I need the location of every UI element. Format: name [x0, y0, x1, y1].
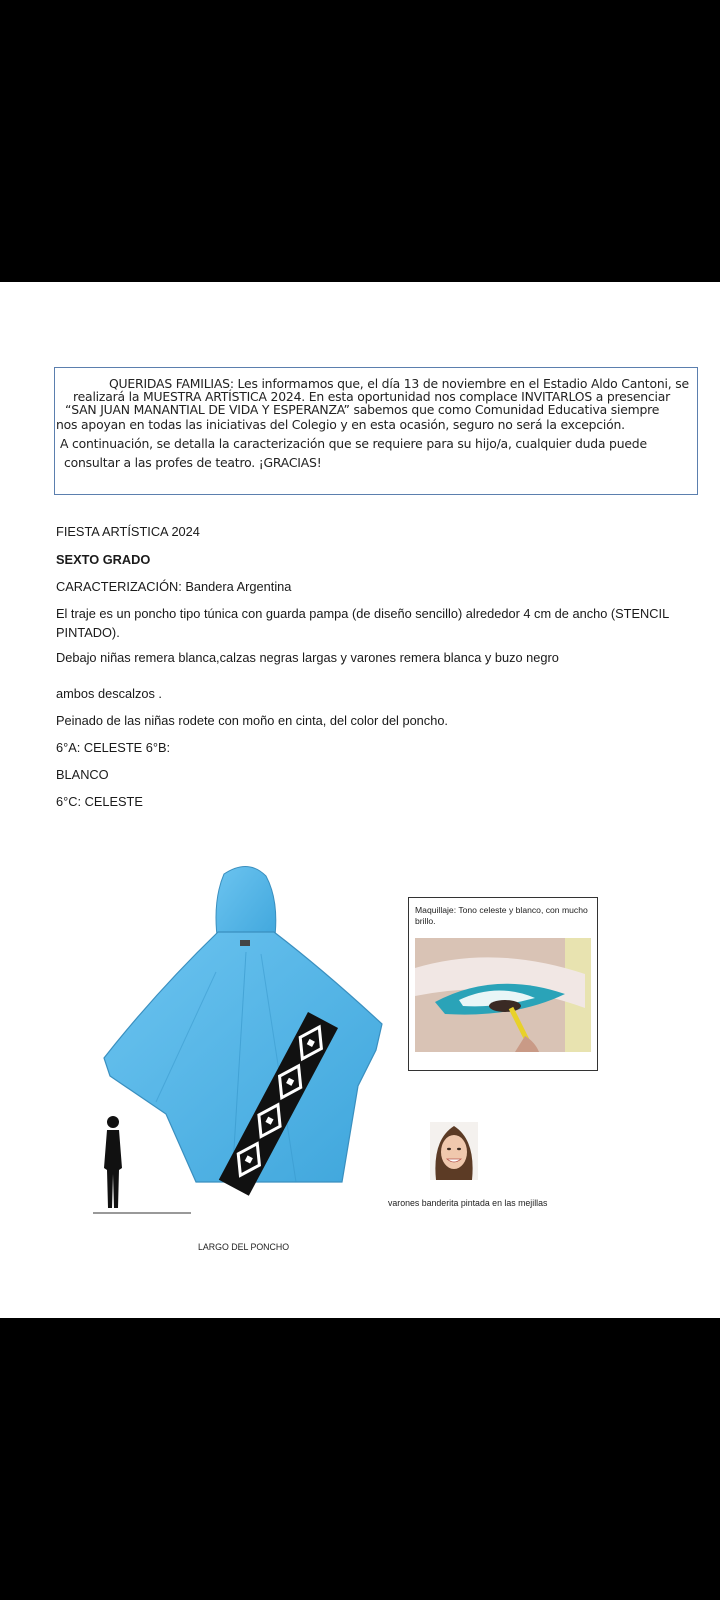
makeup-caption: Maquillaje: Tono celeste y blanco, con mucho brillo. [415, 905, 588, 926]
barefoot-note: ambos descalzos . [56, 686, 162, 701]
hairstyle-note: Peinado de las niñas rodete con moño en cinta, del color del poncho. [56, 713, 448, 728]
underneath-clothing: Debajo niñas remera blanca,calzas negras largas y varones remera blanca y buzo negro [56, 650, 559, 665]
notice-line-6: consultar a las profes de teatro. ¡GRACIAS! [64, 455, 322, 470]
color-line-b: BLANCO [56, 767, 109, 782]
grade-heading: SEXTO GRADO [56, 552, 151, 567]
costume-description: El traje es un poncho tipo túnica con guarda pampa (de diseño sencillo) alrededor 4 cm de ancho (STENCIL PINTADO). [56, 606, 669, 640]
color-line-c: 6°C: CELESTE [56, 794, 143, 809]
invitation-notice-box [54, 367, 698, 495]
document-page [0, 282, 720, 1318]
poncho-length-caption: LARGO DEL PONCHO [198, 1242, 290, 1252]
person-silhouette-icon [93, 1108, 193, 1228]
characterization-line: CARACTERIZACIÓN: Bandera Argentina [56, 579, 292, 594]
doc-title: FIESTA ARTÍSTICA 2024 [56, 524, 200, 539]
notice-line-4: nos apoyan en todas las iniciativas del Colegio y en esta ocasión, seguro no será la excepción. [56, 417, 625, 432]
notice-line-5: A continuación, se detalla la caracterización que se requiere para su hijo/a, cualquier duda puede [60, 436, 647, 451]
notice-line-3: “SAN JUAN MANANTIAL DE VIDA Y ESPERANZA” sabemos que como Comunidad Educativa siempre [65, 402, 660, 417]
face-photo [430, 1122, 478, 1180]
eye-makeup-photo [415, 938, 591, 1052]
makeup-reference-box [408, 897, 598, 1071]
notice-line-1: QUERIDAS FAMILIAS: Les informamos que, el día 13 de noviembre en el Estadio Aldo Cantoni, se [109, 376, 689, 391]
boys-cheek-flag-caption: varones banderita pintada en las mejillas [388, 1198, 548, 1208]
notice-line-2: realizará la MUESTRA ARTÍSTICA 2024. En esta oportunidad nos complace INVITARLOS a presenciar [73, 389, 671, 404]
color-line-a: 6°A: CELESTE 6°B: [56, 740, 171, 755]
